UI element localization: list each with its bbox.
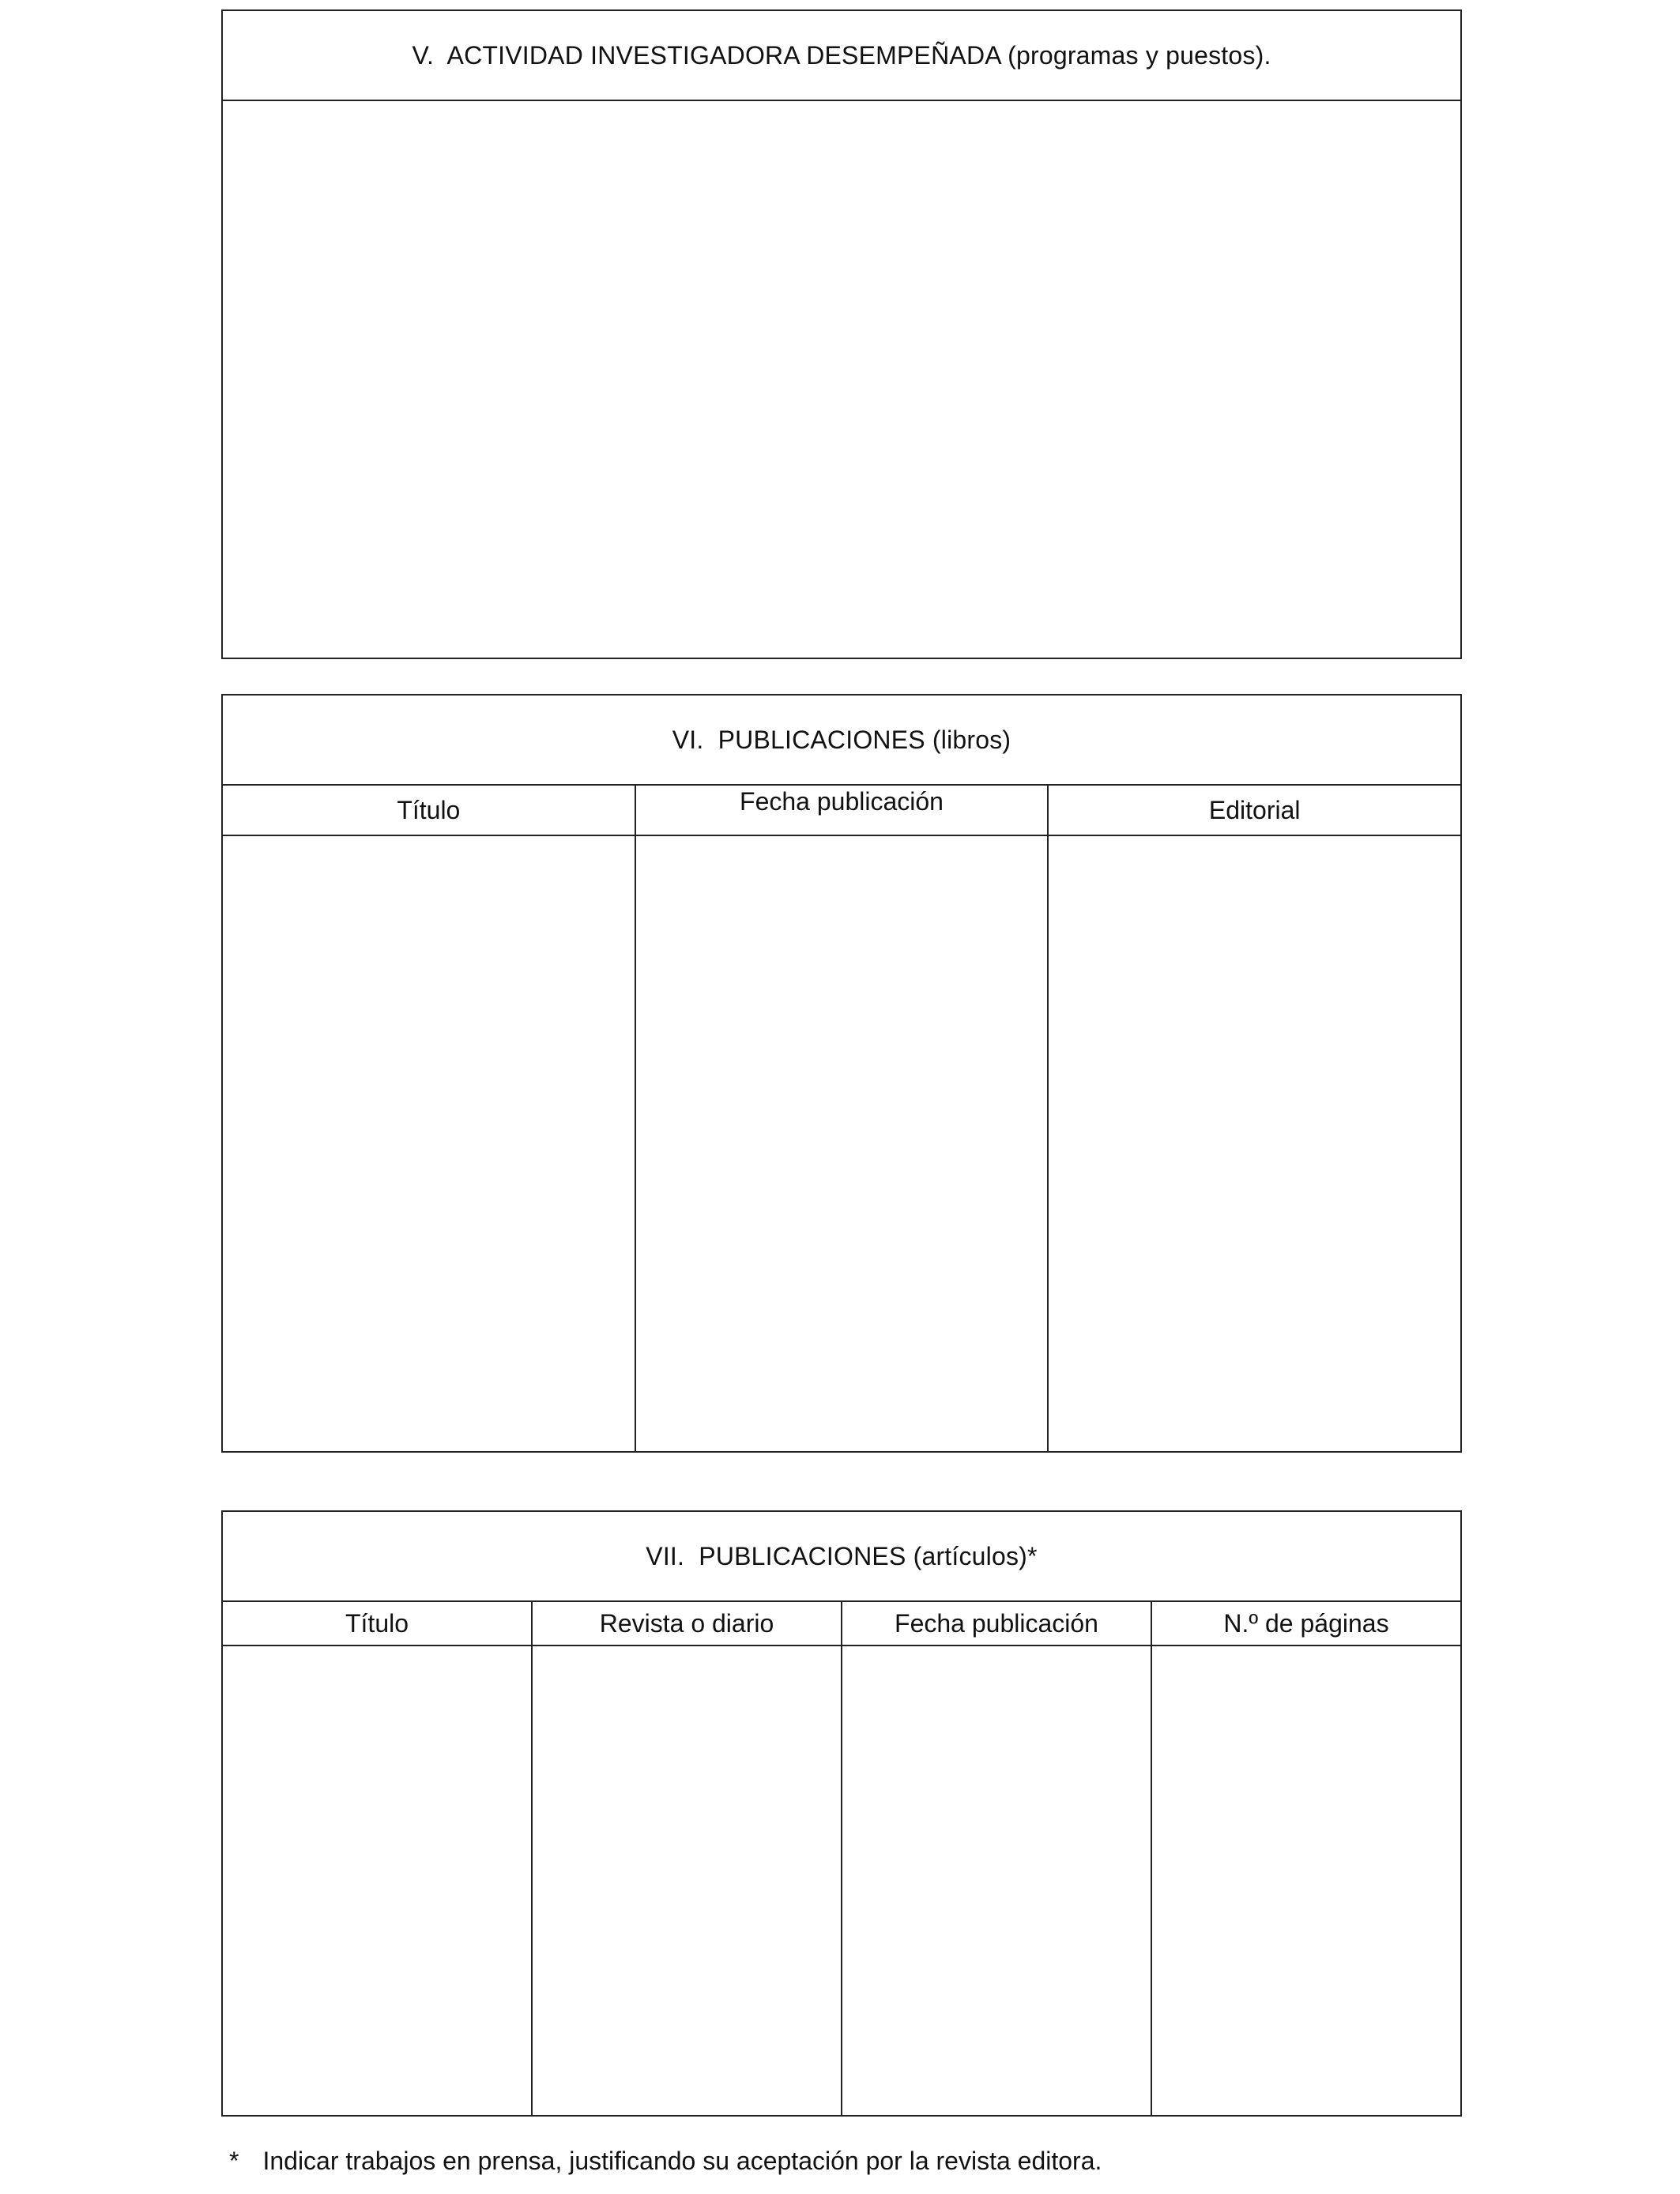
section-v-title: V. ACTIVIDAD INVESTIGADORA DESEMPEÑADA (programas y puestos).	[223, 11, 1460, 101]
section-vi-header-row	[223, 786, 1460, 836]
section-vi-title: VI. PUBLICACIONES (libros)	[223, 696, 1460, 786]
section-vii-col-paginas: N.º de páginas	[1223, 1608, 1389, 1638]
section-vii-header-row	[223, 1602, 1460, 1646]
section-vi-col-titulo: Título	[223, 786, 636, 835]
footnote	[229, 2147, 1102, 2176]
section-vii-body-row	[223, 1646, 1460, 2115]
section-v-box	[221, 9, 1462, 659]
footnote-text: Indicar trabajos en prensa, justificando su aceptación por la revista editora.	[262, 2147, 1102, 2175]
section-vii-box	[221, 1510, 1462, 2117]
section-vi-cell-editorial[interactable]	[1049, 836, 1460, 1451]
section-vi-cell-fecha[interactable]	[636, 836, 1049, 1451]
section-vii-cell-fecha[interactable]	[842, 1646, 1152, 2115]
section-vii-col-fecha: Fecha publicación	[842, 1602, 1152, 1645]
section-vii-cell-titulo[interactable]	[223, 1646, 533, 2115]
section-vi-box	[221, 694, 1462, 1453]
section-vi-col-fecha: Fecha publicación	[636, 786, 1049, 835]
section-vii-title: VII. PUBLICACIONES (artículos)*	[223, 1512, 1460, 1602]
section-vii-cell-paginas[interactable]	[1152, 1646, 1460, 2115]
section-vii-col-titulo: Título	[223, 1602, 533, 1645]
section-v-entry-area[interactable]	[223, 101, 1460, 658]
footnote-marker: *	[229, 2147, 239, 2175]
section-vii-col-revista: Revista o diario	[533, 1602, 842, 1645]
section-vii-cell-revista[interactable]	[533, 1646, 842, 2115]
section-vi-col-editorial: Editorial	[1208, 795, 1301, 824]
section-vi-cell-titulo[interactable]	[223, 836, 636, 1451]
section-vi-body-row	[223, 836, 1460, 1451]
